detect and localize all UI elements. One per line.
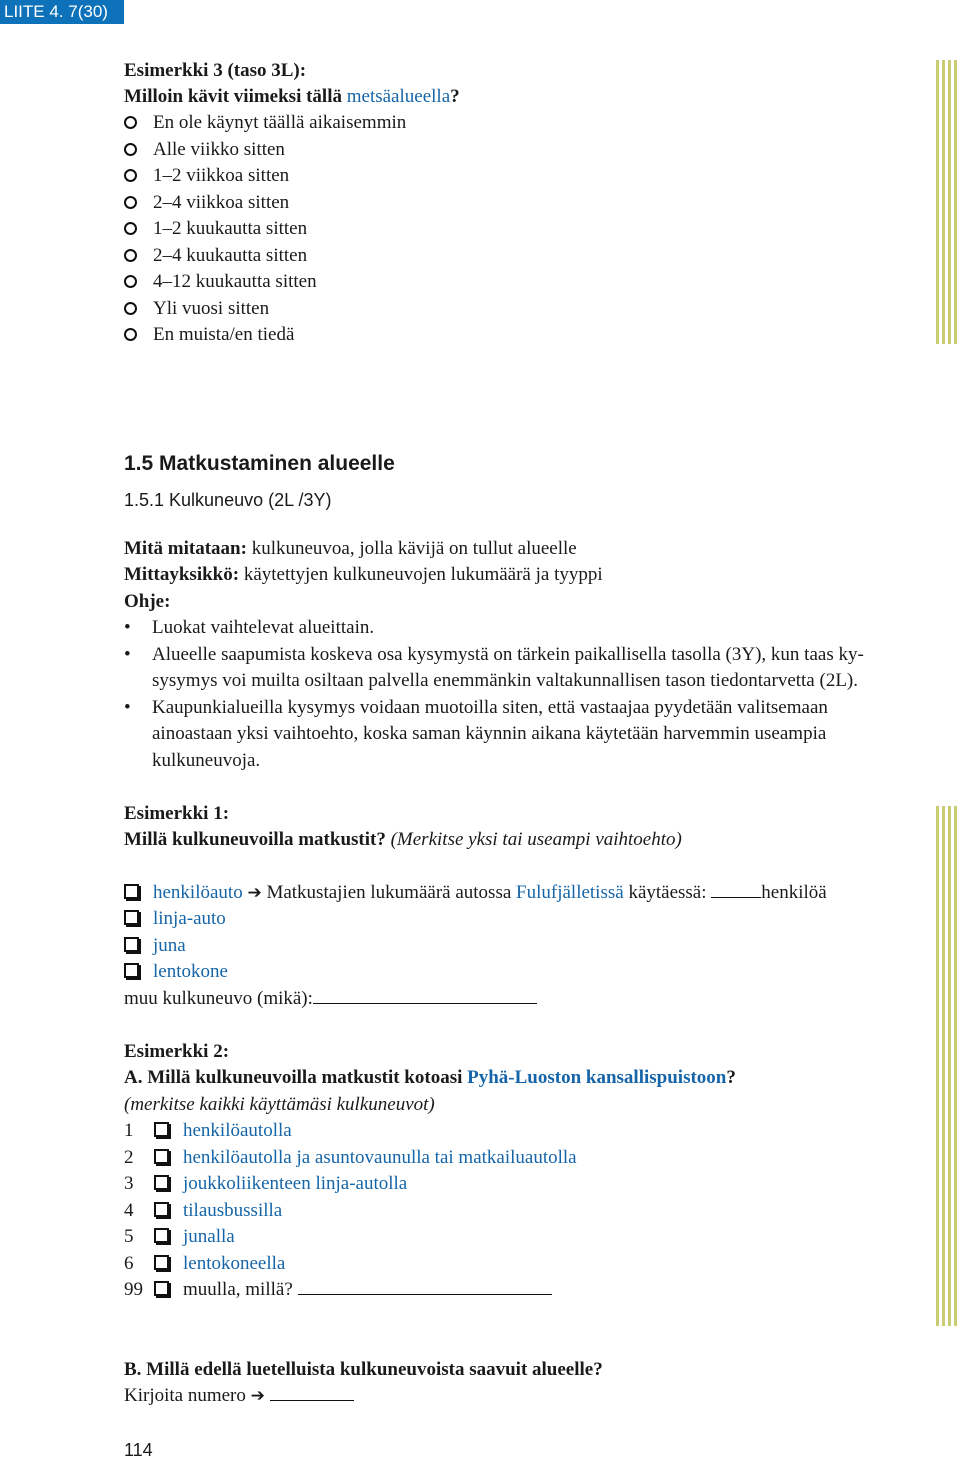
- checkbox-icon[interactable]: [154, 1255, 169, 1270]
- guide-bullet-continuation: sysymys voi muilta osiltaan palvella enemmänkin valtakunnallisen tason tiedontarvetta (2L).: [152, 670, 858, 691]
- radio-option[interactable]: 1–2 kuukautta sitten: [124, 216, 307, 242]
- bullet-icon: •: [124, 697, 131, 718]
- radio-option[interactable]: En ole käynyt täällä aikaisemmin: [124, 110, 406, 136]
- checkbox-option[interactable]: juna: [124, 933, 186, 959]
- page-number: 114: [124, 1440, 153, 1460]
- number-field[interactable]: [270, 1384, 354, 1401]
- radio-option[interactable]: 1–2 viikkoa sitten: [124, 163, 289, 189]
- checkbox-icon[interactable]: [154, 1228, 169, 1243]
- arrow-right-icon: ➔: [250, 1386, 265, 1406]
- guide-bullet-continuation: ainoastaan yksi vaihtoehto, koska saman käynnin aikana käytetään harvemmin useampia: [152, 723, 827, 744]
- example3-title: Esimerkki 3 (taso 3L):: [124, 60, 307, 81]
- radio-option[interactable]: En muista/en tiedä: [124, 322, 294, 348]
- numbered-option[interactable]: 2 henkilöautolla ja asuntovaunulla tai matkailuautolla: [124, 1147, 577, 1168]
- guide-label: Ohje:: [124, 591, 171, 612]
- checkbox-icon[interactable]: [154, 1149, 169, 1164]
- example2-question-b: B. Millä edellä luetelluista kulkuneuvoista saavuit alueelle?: [124, 1359, 603, 1380]
- radio-option[interactable]: 2–4 viikkoa sitten: [124, 190, 289, 216]
- radio-circle-icon[interactable]: [124, 302, 137, 315]
- unit-line: Mittayksikkö: käytettyjen kulkuneuvojen lukumäärä ja tyyppi: [124, 564, 603, 585]
- example2-instruction: (merkitse kaikki käyttämäsi kulkuneuvot): [124, 1094, 435, 1115]
- guide-bullet: • Alueelle saapumista koskeva osa kysymystä on tärkein paikallisella tasolla (3Y), kun taas ky-: [124, 642, 914, 668]
- radio-circle-icon[interactable]: [124, 116, 137, 129]
- example3-question: Milloin kävit viimeksi tällä metsäalueella?: [124, 86, 460, 107]
- radio-circle-icon[interactable]: [124, 196, 137, 209]
- other-transport-field[interactable]: [298, 1278, 552, 1295]
- radio-circle-icon[interactable]: [124, 222, 137, 235]
- numbered-option[interactable]: 1 henkilöautolla: [124, 1120, 292, 1141]
- numbered-option-other[interactable]: 99 muulla, millä?: [124, 1277, 552, 1303]
- example2-title: Esimerkki 2:: [124, 1041, 230, 1062]
- passenger-count-field[interactable]: [711, 881, 761, 898]
- margin-bars-bottom: [936, 806, 958, 1326]
- example1-question: Millä kulkuneuvoilla matkustit? (Merkitse yksi tai useampi vaihtoehto): [124, 829, 682, 850]
- other-vehicle-field[interactable]: [313, 987, 537, 1004]
- radio-option[interactable]: Yli vuosi sitten: [124, 296, 269, 322]
- radio-option[interactable]: Alle viikko sitten: [124, 137, 285, 163]
- appendix-tag: LIITE 4. 7(30): [0, 0, 124, 24]
- example3-question-link: metsäalueella: [346, 86, 451, 107]
- checkbox-icon[interactable]: [124, 910, 139, 925]
- subsection-heading: 1.5.1 Kulkuneuvo (2L /3Y): [124, 490, 332, 510]
- other-vehicle-line: muu kulkuneuvo (mikä):: [124, 986, 537, 1012]
- radio-circle-icon[interactable]: [124, 328, 137, 341]
- radio-circle-icon[interactable]: [124, 143, 137, 156]
- example2-question-a: A. Millä kulkuneuvoilla matkustit kotoasi Pyhä-Luoston kansallispuistoon?: [124, 1067, 736, 1088]
- checkbox-icon[interactable]: [124, 937, 139, 952]
- numbered-option[interactable]: 4 tilausbussilla: [124, 1200, 283, 1221]
- radio-circle-icon[interactable]: [124, 249, 137, 262]
- write-number-line: Kirjoita numero ➔: [124, 1383, 354, 1409]
- radio-circle-icon[interactable]: [124, 169, 137, 182]
- guide-bullet-continuation: kulkuneuvoja.: [152, 750, 261, 771]
- radio-circle-icon[interactable]: [124, 275, 137, 288]
- guide-bullet: • Luokat vaihtelevat alueittain.: [124, 615, 914, 641]
- arrow-right-icon: ➔: [247, 883, 262, 903]
- numbered-option[interactable]: 3 joukkoliikenteen linja-autolla: [124, 1173, 408, 1194]
- checkbox-option[interactable]: linja-auto: [124, 906, 226, 932]
- checkbox-icon[interactable]: [154, 1202, 169, 1217]
- measure-line: Mitä mitataan: kulkuneuvoa, jolla kävijä on tullut alueelle: [124, 538, 577, 559]
- numbered-option[interactable]: 5 junalla: [124, 1226, 235, 1247]
- margin-bars-top: [936, 60, 958, 344]
- checkbox-icon[interactable]: [124, 884, 139, 899]
- radio-option[interactable]: 2–4 kuukautta sitten: [124, 243, 307, 269]
- checkbox-option[interactable]: lentokone: [124, 959, 228, 985]
- section-heading: 1.5 Matkustaminen alueelle: [124, 452, 395, 475]
- guide-bullet: • Kaupunkialueilla kysymys voidaan muotoilla siten, että vastaajaa pyydetään valitsemaan: [124, 695, 914, 721]
- bullet-icon: •: [124, 644, 131, 665]
- bullet-icon: •: [124, 617, 131, 638]
- checkbox-icon[interactable]: [154, 1281, 169, 1296]
- example1-title: Esimerkki 1:: [124, 803, 230, 824]
- checkbox-option[interactable]: henkilöauto ➔ Matkustajien lukumäärä autossa Fulufjälletissä käytäessä: henkilöä: [124, 880, 827, 906]
- radio-option[interactable]: 4–12 kuukautta sitten: [124, 269, 317, 295]
- checkbox-icon[interactable]: [124, 963, 139, 978]
- numbered-option[interactable]: 6 lentokoneella: [124, 1253, 286, 1274]
- checkbox-icon[interactable]: [154, 1175, 169, 1190]
- checkbox-icon[interactable]: [154, 1122, 169, 1137]
